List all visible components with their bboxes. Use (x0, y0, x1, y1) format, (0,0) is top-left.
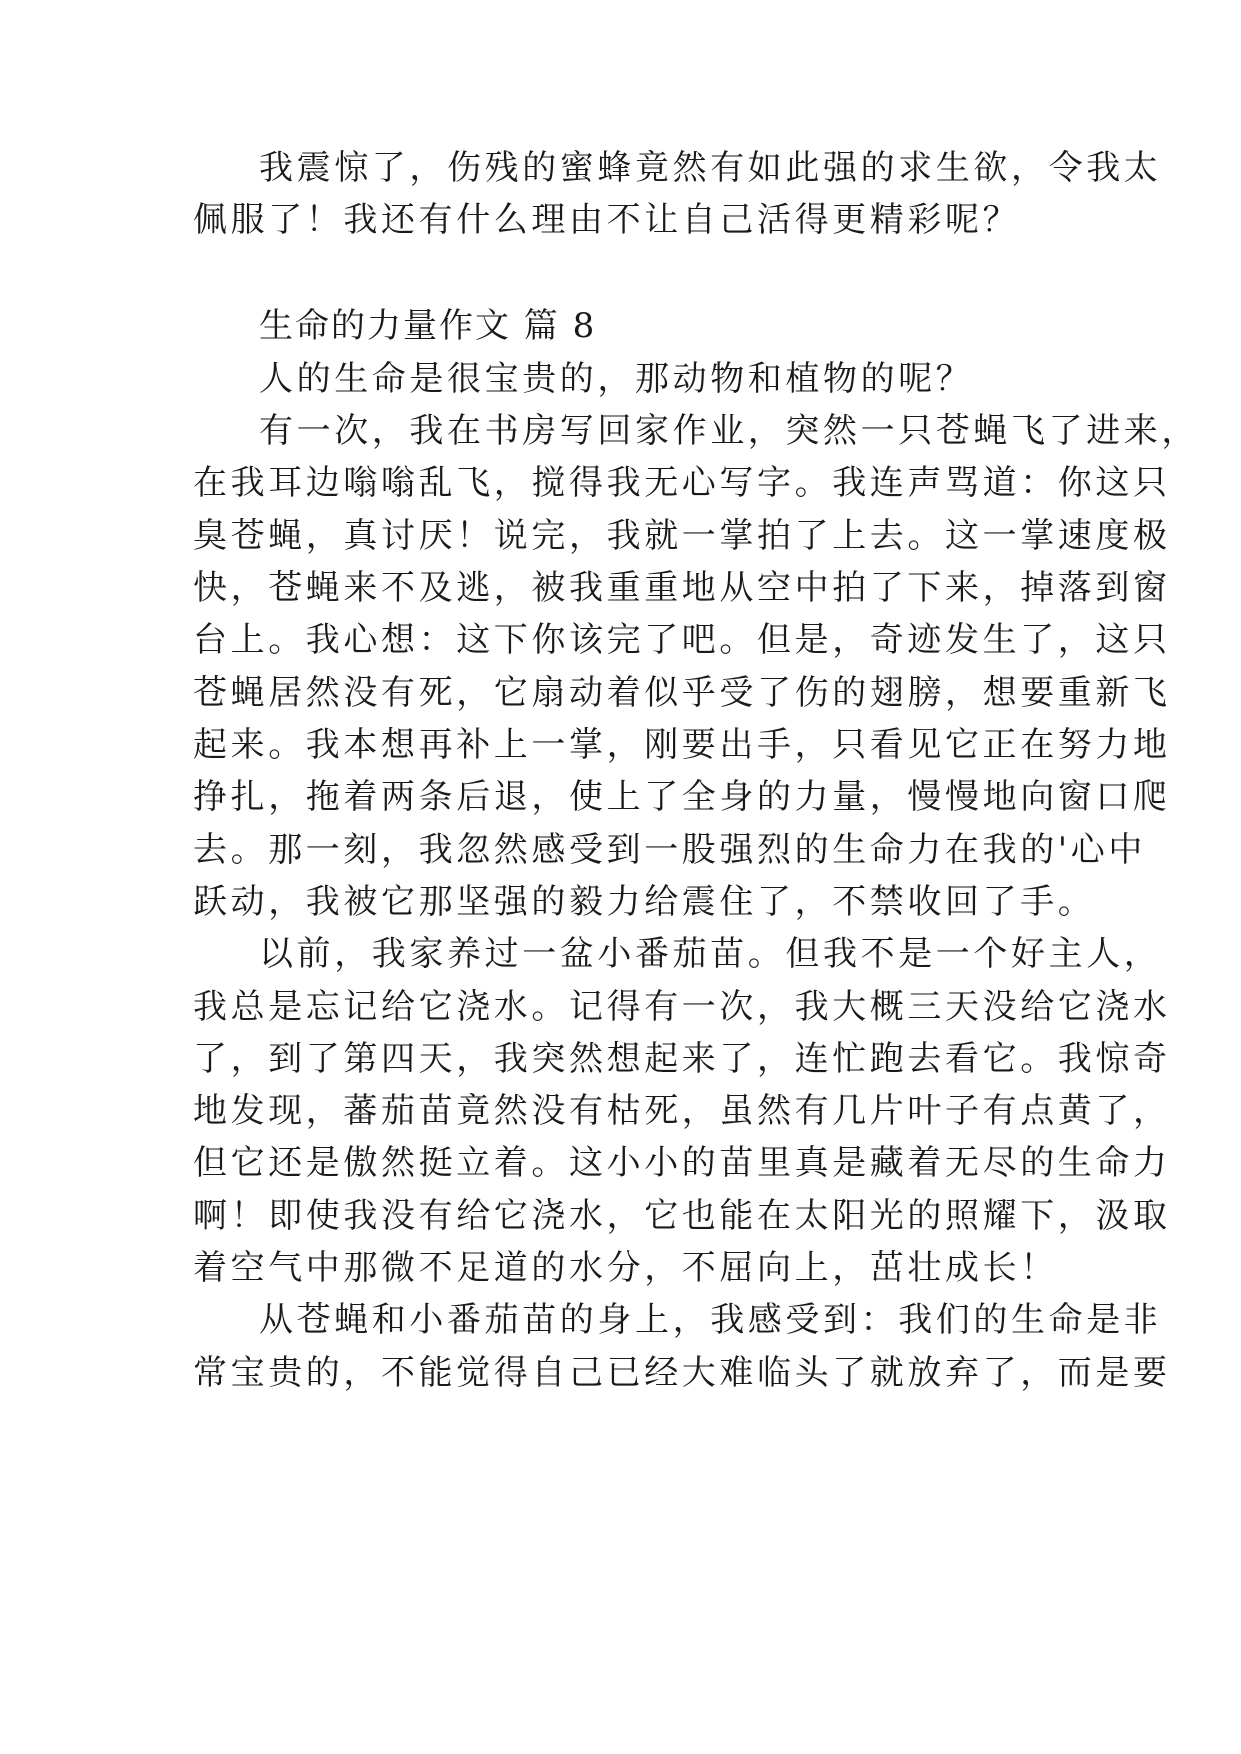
paragraph-line: 地发现，蕃茄苗竟然没有枯死，虽然有几片叶子有点黄了， (193, 1091, 1171, 1131)
paragraph-line: 着空气中那微不足道的水分，不屈向上，茁壮成长！ (193, 1248, 1058, 1288)
paragraph-line: 挣扎，拖着两条后退，使上了全身的力量，慢慢地向窗口爬 (193, 777, 1171, 817)
paragraph-line: 跃动，我被它那坚强的毅力给震住了，不禁收回了手。 (193, 882, 1096, 922)
section-heading: 生命的力量作文 篇 8 (259, 306, 597, 346)
paragraph-line: 但它还是傲然挺立着。这小小的苗里真是藏着无尽的生命力 (193, 1143, 1171, 1183)
paragraph-line: 在我耳边嗡嗡乱飞，搅得我无心写字。我连声骂道：你这只 (193, 463, 1171, 503)
paragraph-line: 佩服了！我还有什么理由不让自己活得更精彩呢？ (193, 200, 1021, 240)
paragraph-line: 人的生命是很宝贵的，那动物和植物的呢？ (259, 359, 974, 399)
paragraph-line: 台上。我心想：这下你该完了吧。但是，奇迹发生了，这只 (193, 620, 1171, 660)
paragraph-line: 从苍蝇和小番茄苗的身上，我感受到：我们的生命是非 (259, 1300, 1162, 1340)
paragraph-line: 快，苍蝇来不及逃，被我重重地从空中拍了下来，掉落到窗 (193, 568, 1171, 608)
paragraph-line: 去。那一刻，我忽然感受到一股强烈的生命力在我的'心中 (193, 830, 1146, 870)
paragraph-line: 常宝贵的，不能觉得自己已经大难临头了就放弃了，而是要 (193, 1353, 1171, 1393)
paragraph-line: 以前，我家养过一盆小番茄苗。但我不是一个好主人， (259, 934, 1162, 974)
paragraph-line: 我震惊了，伤残的蜜蜂竟然有如此强的求生欲，令我太 (259, 148, 1162, 188)
paragraph-line: 我总是忘记给它浇水。记得有一次，我大概三天没给它浇水 (193, 987, 1171, 1027)
paragraph-line: 有一次，我在书房写回家作业，突然一只苍蝇飞了进来， (259, 411, 1199, 451)
paragraph-line: 苍蝇居然没有死，它扇动着似乎受了伤的翅膀，想要重新飞 (193, 673, 1171, 713)
paragraph-line: 了，到了第四天，我突然想起来了，连忙跑去看它。我惊奇 (193, 1039, 1171, 1079)
paragraph-line: 臭苍蝇，真讨厌！说完，我就一掌拍了上去。这一掌速度极 (193, 516, 1171, 556)
paragraph-line: 啊！即使我没有给它浇水，它也能在太阳光的照耀下，汲取 (193, 1196, 1171, 1236)
paragraph-line: 起来。我本想再补上一掌，刚要出手，只看见它正在努力地 (193, 725, 1171, 765)
